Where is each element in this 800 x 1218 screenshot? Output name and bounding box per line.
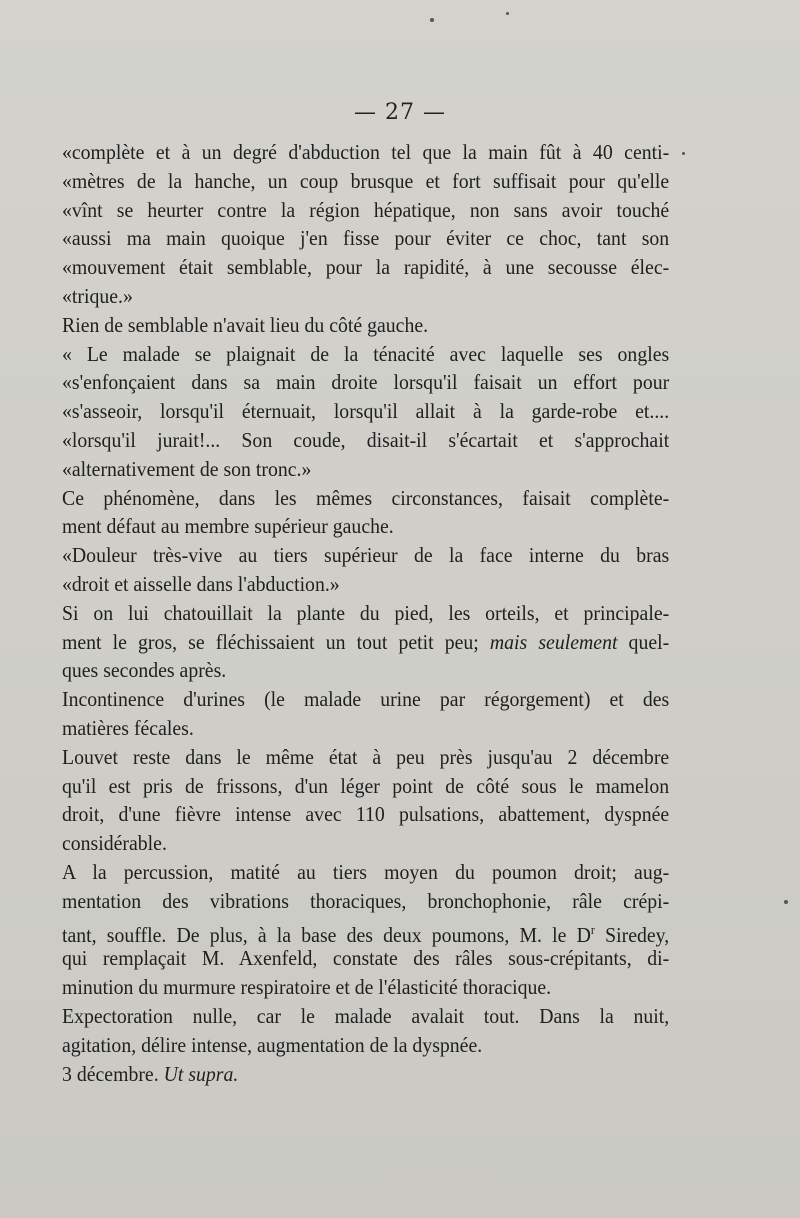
text-line: Incontinence d'urines (le malade urine par régorgement) et des xyxy=(62,687,670,712)
text-line: ment défaut au membre supérieur gauche. xyxy=(62,514,394,539)
text-line: «Douleur très-vive au tiers supérieur de la face interne du bras xyxy=(62,543,670,568)
text-line: Si on lui chatouillait la plante du pied, les orteils, et principale- xyxy=(62,600,670,625)
text-line: «droit et aisselle dans l'abduction.» xyxy=(62,571,340,596)
text-line: agitation, délire intense, augmentation de la dyspnée. xyxy=(62,1032,483,1057)
text-line: Ce phénomène, dans les mêmes circonstances, faisait complète- xyxy=(62,485,670,510)
text-line: «complète et à un degré d'abduction tel que la main fût à 40 centi- xyxy=(62,140,670,164)
text-line: «trique.» xyxy=(62,283,133,308)
text-line: Rien de semblable n'avait lieu du côté gauche. xyxy=(62,312,429,337)
italic-fragment: Ut supra. xyxy=(158,1061,239,1086)
text-line: «alternativement de son tronc.» xyxy=(62,456,312,481)
text-line: minution du murmure respiratoire et de l'élasticité thoracique. xyxy=(62,975,552,1000)
text-line: qu'il est pris de frissons, d'un léger point de côté sous le mamelon xyxy=(62,773,670,798)
body-text xyxy=(62,138,669,1088)
paper-speck xyxy=(430,18,434,22)
text-line: A la percussion, matité au tiers moyen du poumon droit; aug- xyxy=(62,859,670,884)
text-line: droit, d'une fièvre intense avec 110 pulsations, abattement, dyspnée xyxy=(62,802,670,827)
text-line-mixed xyxy=(62,628,669,657)
text-line: Expectoration nulle, car le malade avalait tout. Dans la nuit, xyxy=(62,1003,670,1028)
paper-speck xyxy=(682,152,685,155)
text-line: considérable. xyxy=(62,831,167,856)
text-line: «mouvement était semblable, pour la rapidité, à une secousse élec- xyxy=(62,255,670,280)
text-line: «s'enfonçaient dans sa main droite lorsqu'il faisait un effort pour xyxy=(62,370,670,395)
text-line: ques secondes après. xyxy=(62,658,227,683)
text-fragment: quel- xyxy=(617,629,670,654)
text-line: «vînt se heurter contre la région hépatique, non sans avoir touché xyxy=(62,197,670,222)
paper-speck xyxy=(784,900,788,904)
text-line: «mètres de la hanche, un coup brusque et fort suffisait pour qu'elle xyxy=(62,168,670,193)
text-fragment: 3 décembre. xyxy=(62,1061,159,1086)
page-number: — 27 — xyxy=(354,100,446,125)
text-line: «lorsqu'il jurait!... Son coude, disait-il s'écartait et s'approchait xyxy=(62,427,670,452)
text-line: «aussi ma main quoique j'en fisse pour éviter ce choc, tant son xyxy=(62,226,670,251)
text-line: Louvet reste dans le même état à peu près jusqu'au 2 décembre xyxy=(62,744,670,769)
text-fragment: Siredey, xyxy=(594,922,670,947)
text-line-mixed xyxy=(62,916,669,945)
text-fragment: tant, souffle. De plus, à la base des deux poumons, M. le D xyxy=(62,922,591,947)
text-line-mixed xyxy=(62,1060,669,1089)
superscript: r xyxy=(590,921,595,937)
text-line: matières fécales. xyxy=(62,715,194,740)
paper-speck xyxy=(506,12,509,15)
text-line: « Le malade se plaignait de la ténacité avec laquelle ses ongles xyxy=(62,341,670,366)
text-fragment: ment le gros, se fléchissaient un tout petit peu; xyxy=(62,629,479,654)
italic-fragment: mais seulement xyxy=(489,629,618,654)
text-line: «s'asseoir, lorsqu'il éternuait, lorsqu'il allait à la garde-robe et.... xyxy=(62,399,670,424)
text-line: qui remplaçait M. Axenfeld, constate des râles sous-crépitants, di- xyxy=(62,946,670,971)
text-line: mentation des vibrations thoraciques, bronchophonie, râle crépi- xyxy=(62,888,670,913)
